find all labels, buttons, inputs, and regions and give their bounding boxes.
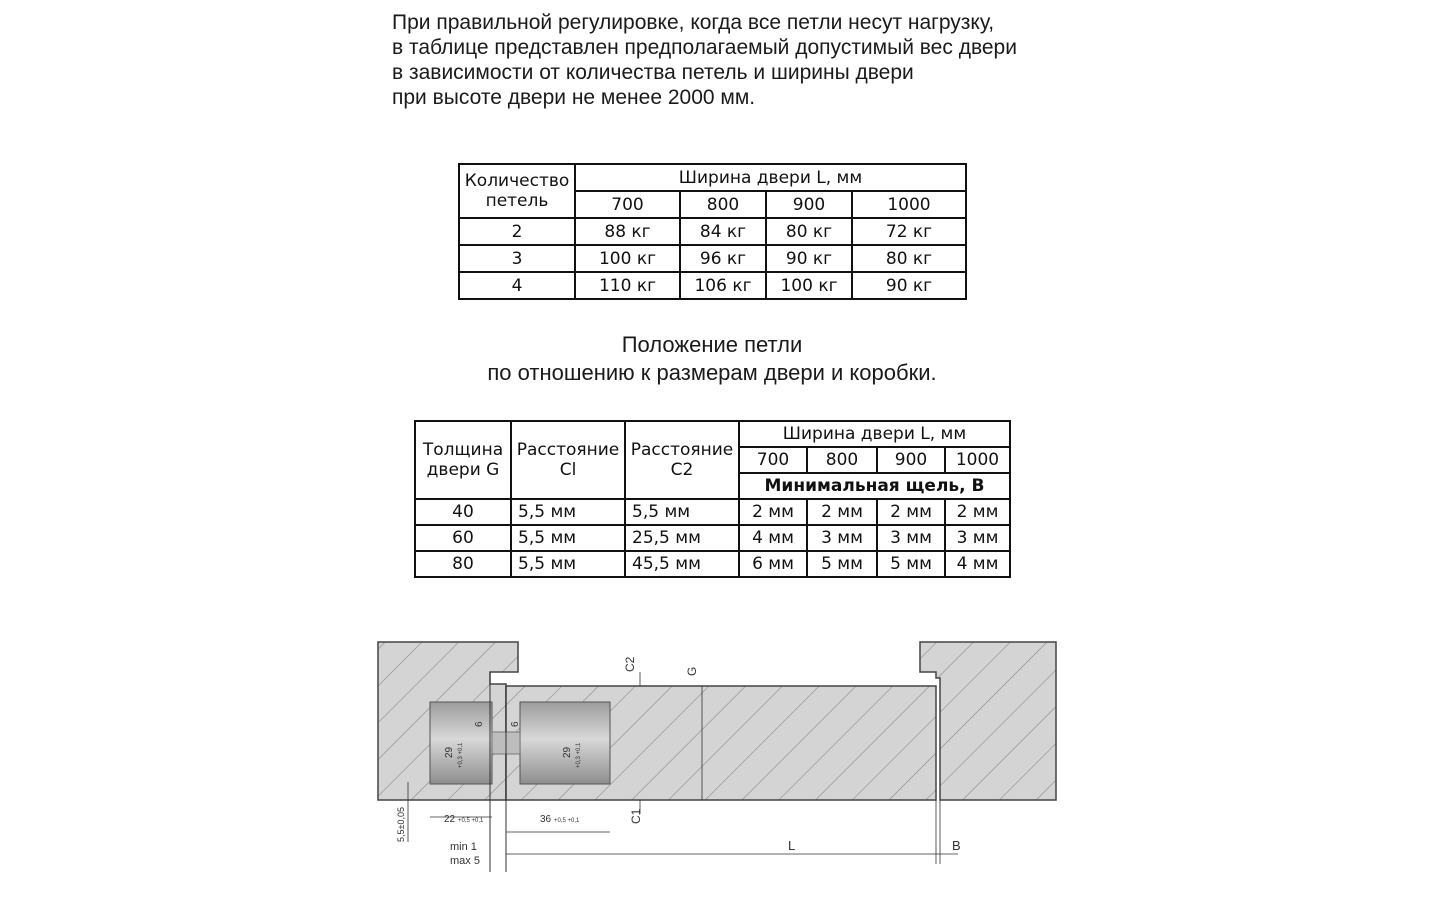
position-table [414,420,1011,578]
thickness-cell: 80 [415,551,511,577]
weight-table [458,163,967,300]
hinge-count-cell: 2 [459,218,575,245]
hinge-position-drawing [358,632,1068,894]
hinge-count-header [459,164,575,218]
gap-cell: 4 мм [945,551,1010,577]
intro-paragraph [392,10,1017,110]
width-header: 800 [680,191,766,218]
width-header: 900 [877,447,945,473]
intro-line: при высоте двери не менее 2000 мм. [392,86,756,109]
header-line: Количество [464,171,570,191]
table-row [459,245,966,272]
weight-cell: 84 кг [680,218,766,245]
weight-cell: 80 кг [852,245,966,272]
c2-cell: 5,5 мм [625,499,739,525]
c1-cell: 5,5 мм [511,499,625,525]
weight-cell: 110 кг [575,272,680,299]
weight-cell: 72 кг [852,218,966,245]
gap-cell: 5 мм [807,551,877,577]
min-gap-header: Минимальная щель, В [739,473,1010,499]
weight-cell: 88 кг [575,218,680,245]
width-22-tolerance: +0,5 +0,1 [458,818,484,824]
dim-6-left: 6 [474,721,485,727]
intro-line: в таблице представлен предполагаемый допустимый вес двери [392,36,1017,59]
c2-label: C2 [623,656,637,672]
intro-line: При правильной регулировке, когда все петли несут нагрузку, [392,11,995,34]
dim-6-right: 6 [510,721,521,727]
door-width-header: Ширина двери L, мм [575,164,966,191]
width-header: 900 [766,191,852,218]
c2-cell: 25,5 мм [625,525,739,551]
header-line: Толщина [422,440,504,460]
gap-cell: 6 мм [739,551,807,577]
weight-cell: 80 кг [766,218,852,245]
distance-c2-header [625,421,739,499]
gap-cell: 2 мм [877,499,945,525]
gap-cell: 2 мм [945,499,1010,525]
door-hinge-body [520,702,610,784]
intro-line: в зависимости от количества петель и ширины двери [392,61,914,84]
width-header: 700 [739,447,807,473]
thickness-cell: 60 [415,525,511,551]
section-title [432,331,992,387]
weight-cell: 90 кг [766,245,852,272]
table-row [415,551,1010,577]
door-width-header: Ширина двери L, мм [739,421,1010,447]
table-row [459,218,966,245]
height-right-tolerance: +0,3 +0,1 [576,742,582,768]
header-line: Расстояние [630,440,734,460]
width-36-label: 36 [540,814,552,825]
section-title-line: по отношению к размерам двери и коробки. [487,360,937,385]
g-label: G [685,666,699,676]
offset-label: 5,5±0,05 [396,807,406,842]
c1-label: C1 [629,808,643,824]
height-right-label: 29 [562,746,573,758]
height-left-label: 29 [444,746,455,758]
header-line: Cl [559,460,577,480]
header-line: петель [485,191,549,211]
gap-cell: 3 мм [807,525,877,551]
table-row [415,499,1010,525]
distance-c1-header [511,421,625,499]
weight-cell: 90 кг [852,272,966,299]
section-title-line: Положение петли [621,332,803,357]
weight-cell: 106 кг [680,272,766,299]
gap-cell: 3 мм [877,525,945,551]
c1-cell: 5,5 мм [511,525,625,551]
thickness-cell: 40 [415,499,511,525]
table-row [415,525,1010,551]
weight-cell: 100 кг [575,245,680,272]
c1-cell: 5,5 мм [511,551,625,577]
width-header: 1000 [852,191,966,218]
right-frame [920,642,1056,800]
width-header: 700 [575,191,680,218]
hinge-count-cell: 4 [459,272,575,299]
gap-cell: 5 мм [877,551,945,577]
header-line: двери G [426,460,500,480]
max-gap-label: max 5 [450,855,480,867]
gap-cell: 2 мм [807,499,877,525]
width-header: 1000 [945,447,1010,473]
hinge-count-cell: 3 [459,245,575,272]
table-row [459,272,966,299]
gap-cell: 4 мм [739,525,807,551]
c2-cell: 45,5 мм [625,551,739,577]
weight-cell: 100 кг [766,272,852,299]
width-36-tolerance: +0,5 +0,1 [554,818,580,824]
weight-cell: 96 кг [680,245,766,272]
header-line: Расстояние [516,440,620,460]
header-line: C2 [670,460,694,480]
door-thickness-header [415,421,511,499]
b-label: B [952,838,961,853]
gap-cell: 2 мм [739,499,807,525]
height-left-tolerance: +0,3 +0,1 [458,742,464,768]
l-label: L [788,838,796,853]
width-22-label: 22 [444,814,456,825]
width-header: 800 [807,447,877,473]
min-gap-label: min 1 [450,841,477,853]
gap-cell: 3 мм [945,525,1010,551]
